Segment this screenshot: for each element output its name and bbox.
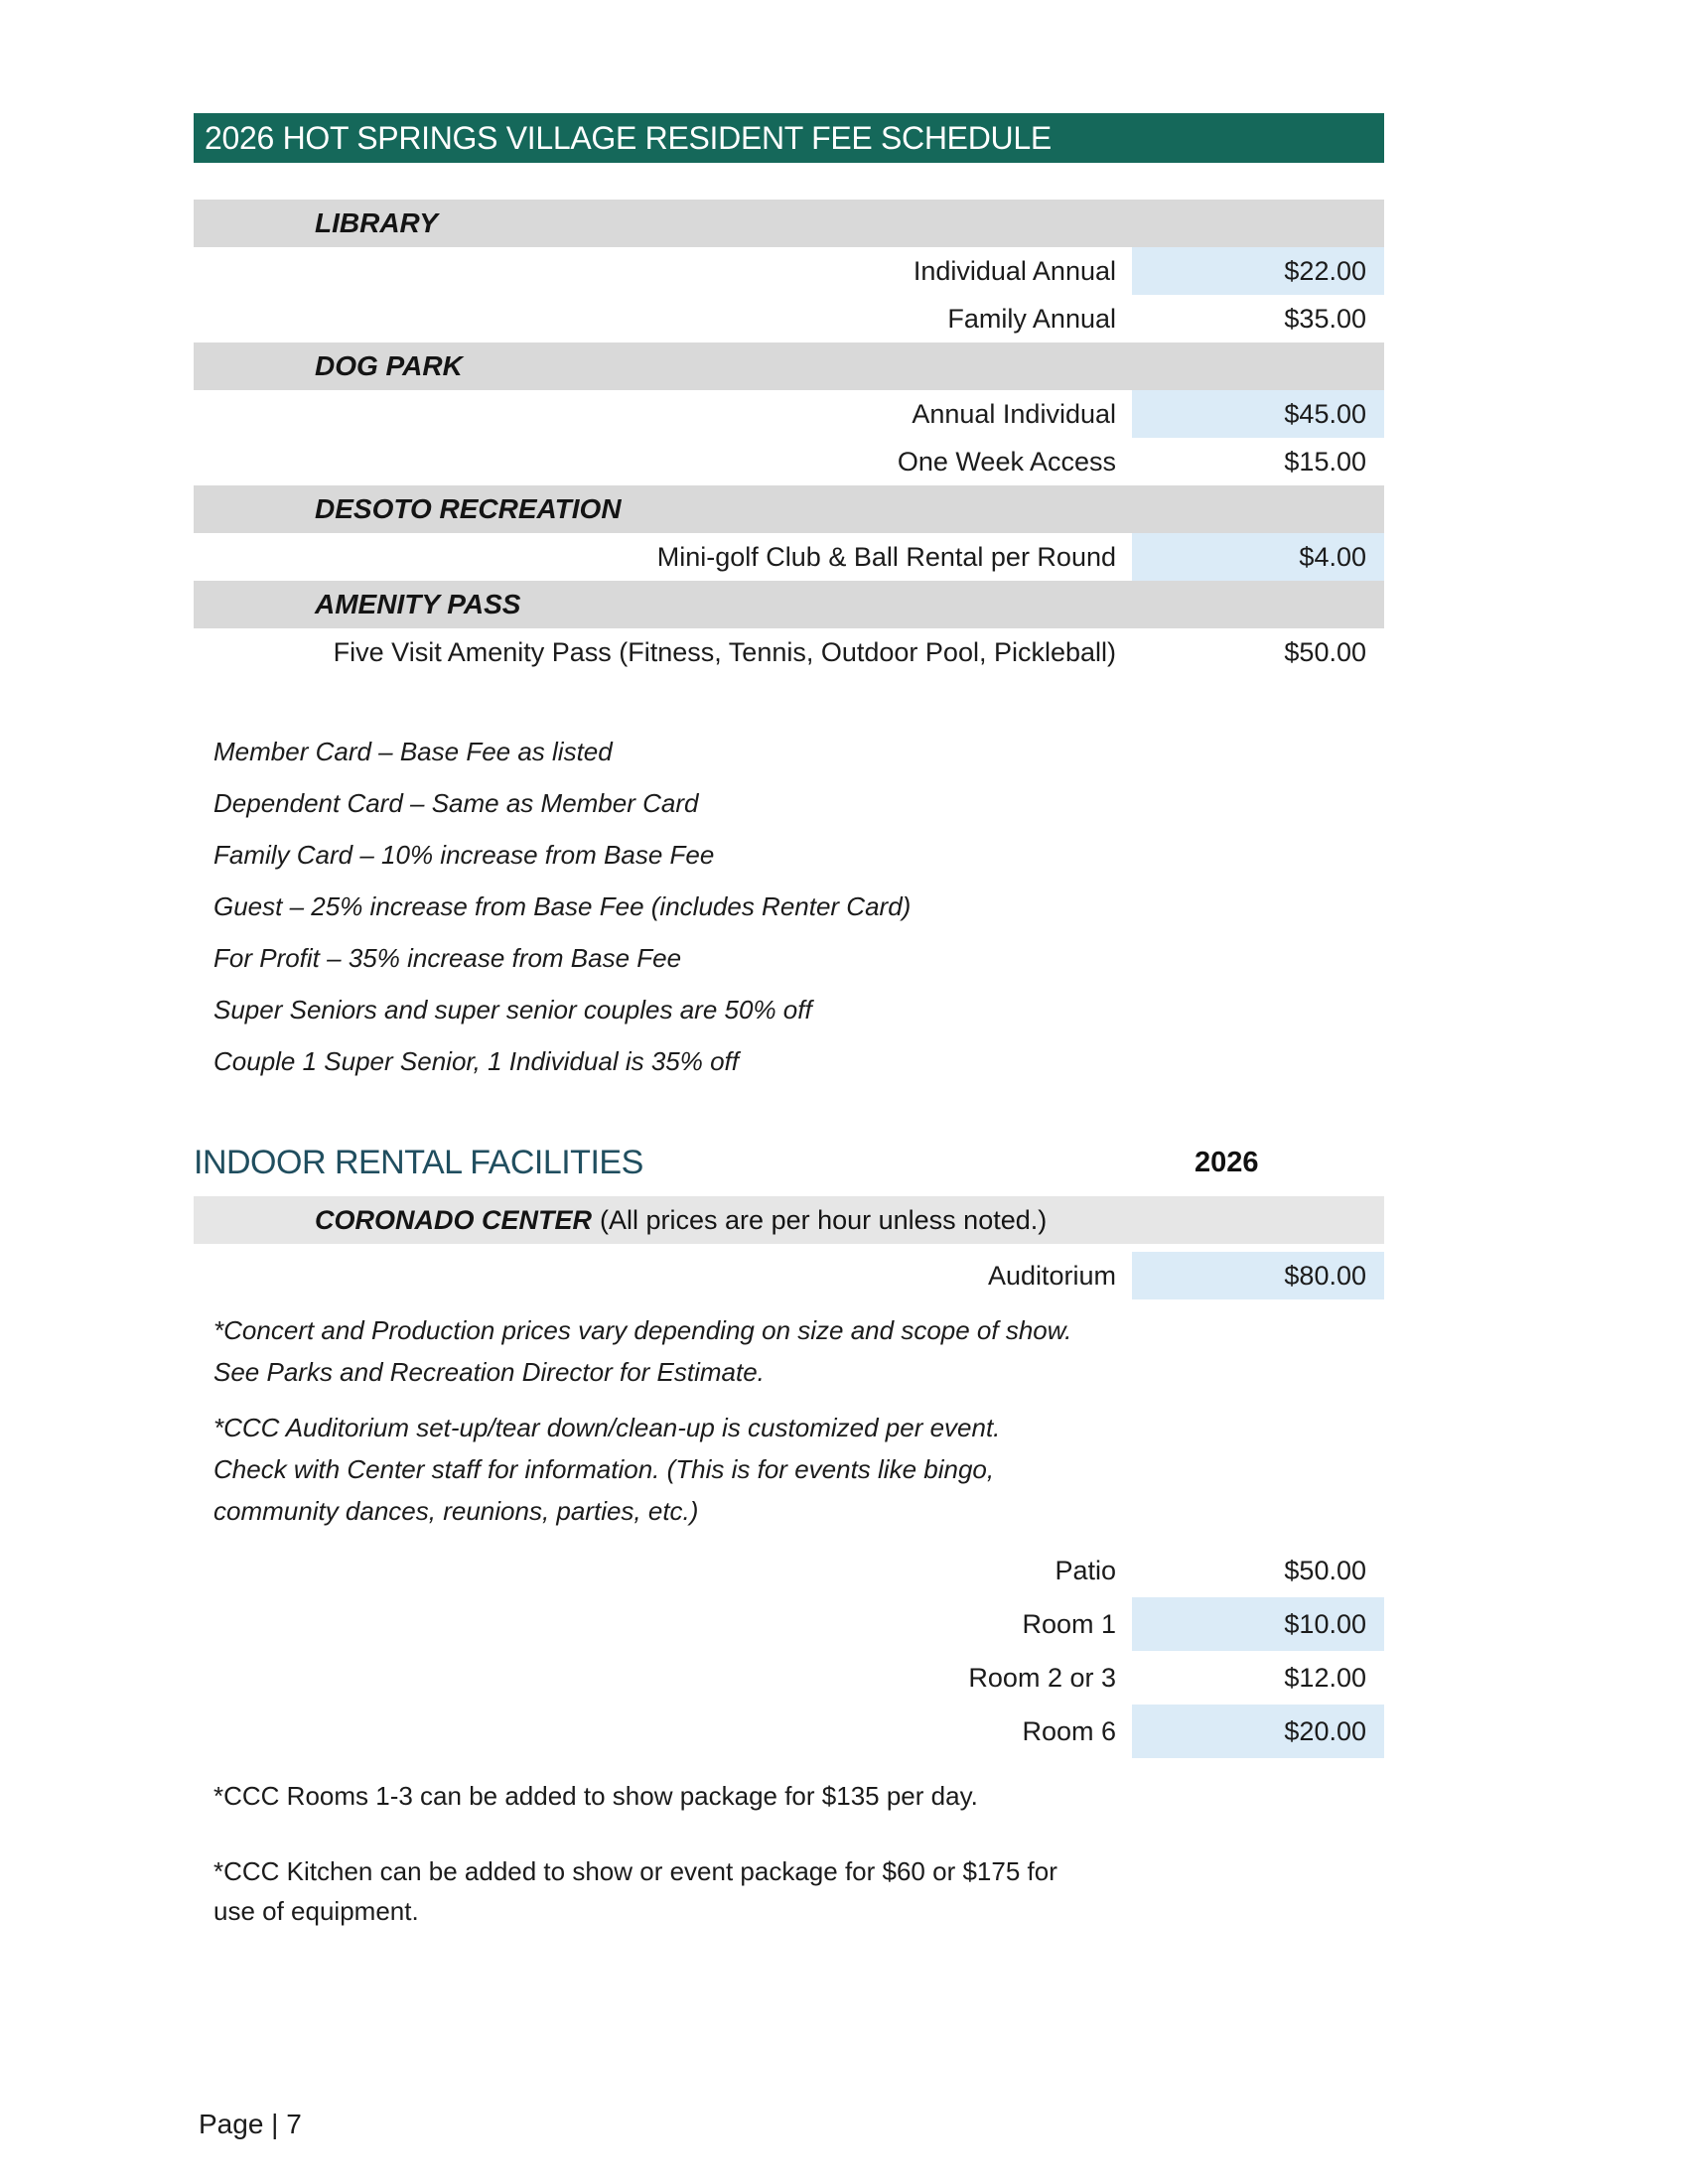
table-row <box>194 1651 1384 1705</box>
table-row <box>194 295 1384 342</box>
card-note: Member Card – Base Fee as listed <box>213 737 613 766</box>
note-line: *Concert and Production prices vary depending on size and scope of show. <box>213 1315 1072 1345</box>
page-title: 2026 HOT SPRINGS VILLAGE RESIDENT FEE SCHEDULE <box>194 113 1384 163</box>
fee-price: $10.00 <box>1132 1597 1384 1651</box>
room-rental-rows <box>194 1544 1384 1758</box>
ccc-rooms-note: *CCC Rooms 1-3 can be added to show package for $135 per day. <box>213 1781 978 1811</box>
section-header-amenity-pass: AMENITY PASS <box>194 581 1384 628</box>
fee-label: Individual Annual <box>913 255 1116 286</box>
note-line: *CCC Kitchen can be added to show or event package for $60 or $175 for <box>213 1856 1057 1886</box>
note-line: Check with Center staff for information. (This is for events like bingo, <box>213 1454 995 1484</box>
section-header-coronado-center <box>194 1196 1384 1244</box>
card-note: Super Seniors and super senior couples are 50% off <box>213 995 812 1024</box>
page-content <box>194 113 1384 1931</box>
table-row <box>194 1705 1384 1758</box>
section-header-desoto-recreation: DESOTO RECREATION <box>194 485 1384 533</box>
card-note: Family Card – 10% increase from Base Fee <box>213 840 715 870</box>
card-note: Guest – 25% increase from Base Fee (includes Renter Card) <box>213 891 912 921</box>
section-header-library: LIBRARY <box>194 200 1384 247</box>
fee-label: Room 2 or 3 <box>968 1662 1116 1693</box>
concert-note <box>194 1309 1384 1393</box>
fee-price: $12.00 <box>1284 1662 1366 1693</box>
table-row <box>194 1252 1384 1299</box>
card-notes-list <box>194 736 1384 1077</box>
coronado-center-note: (All prices are per hour unless noted.) <box>600 1204 1048 1235</box>
table-row <box>194 1597 1384 1651</box>
indoor-rental-heading: INDOOR RENTAL FACILITIES <box>194 1144 643 1181</box>
fee-price: $50.00 <box>1284 636 1366 667</box>
fee-price: $50.00 <box>1284 1555 1366 1585</box>
table-row <box>194 628 1384 676</box>
auditorium-note <box>194 1407 1384 1532</box>
table-row <box>194 390 1384 438</box>
fee-label: Room 6 <box>1022 1715 1116 1746</box>
table-row <box>194 533 1384 581</box>
note-line: community dances, reunions, parties, etc.) <box>213 1496 699 1526</box>
fee-price: $20.00 <box>1132 1705 1384 1758</box>
fee-label: Auditorium <box>987 1260 1116 1291</box>
fee-label: Annual Individual <box>912 398 1116 429</box>
fee-label: Mini-golf Club & Ball Rental per Round <box>656 541 1116 572</box>
fee-price: $35.00 <box>1284 303 1366 334</box>
card-note: Dependent Card – Same as Member Card <box>213 788 699 818</box>
coronado-center-name: CORONADO CENTER <box>315 1204 593 1235</box>
fee-label: Family Annual <box>947 303 1116 334</box>
fee-price: $45.00 <box>1132 390 1384 438</box>
indoor-rental-heading-row <box>194 1141 1384 1184</box>
table-row <box>194 438 1384 485</box>
ccc-kitchen-note <box>194 1851 1384 1931</box>
fee-price: $4.00 <box>1132 533 1384 581</box>
table-row <box>194 247 1384 295</box>
year-label: 2026 <box>1195 1147 1259 1178</box>
note-line: use of equipment. <box>213 1896 419 1926</box>
fee-label: Five Visit Amenity Pass (Fitness, Tennis, Outdoor Pool, Pickleball) <box>333 636 1116 667</box>
fee-price: $15.00 <box>1284 446 1366 477</box>
fee-price: $80.00 <box>1132 1252 1384 1299</box>
page-number: Page | 7 <box>199 2109 302 2139</box>
fee-label: Room 1 <box>1022 1608 1116 1639</box>
note-line: *CCC Auditorium set-up/tear down/clean-up is customized per event. <box>213 1413 1001 1442</box>
card-note: For Profit – 35% increase from Base Fee <box>213 943 682 973</box>
table-row <box>194 1544 1384 1597</box>
card-note: Couple 1 Super Senior, 1 Individual is 35% off <box>213 1046 740 1076</box>
fee-label: Patio <box>1055 1555 1116 1585</box>
fee-label: One Week Access <box>897 446 1116 477</box>
note-line: See Parks and Recreation Director for Estimate. <box>213 1357 765 1387</box>
resident-fee-table <box>194 200 1384 676</box>
fee-price: $22.00 <box>1132 247 1384 295</box>
section-header-dog-park: DOG PARK <box>194 342 1384 390</box>
